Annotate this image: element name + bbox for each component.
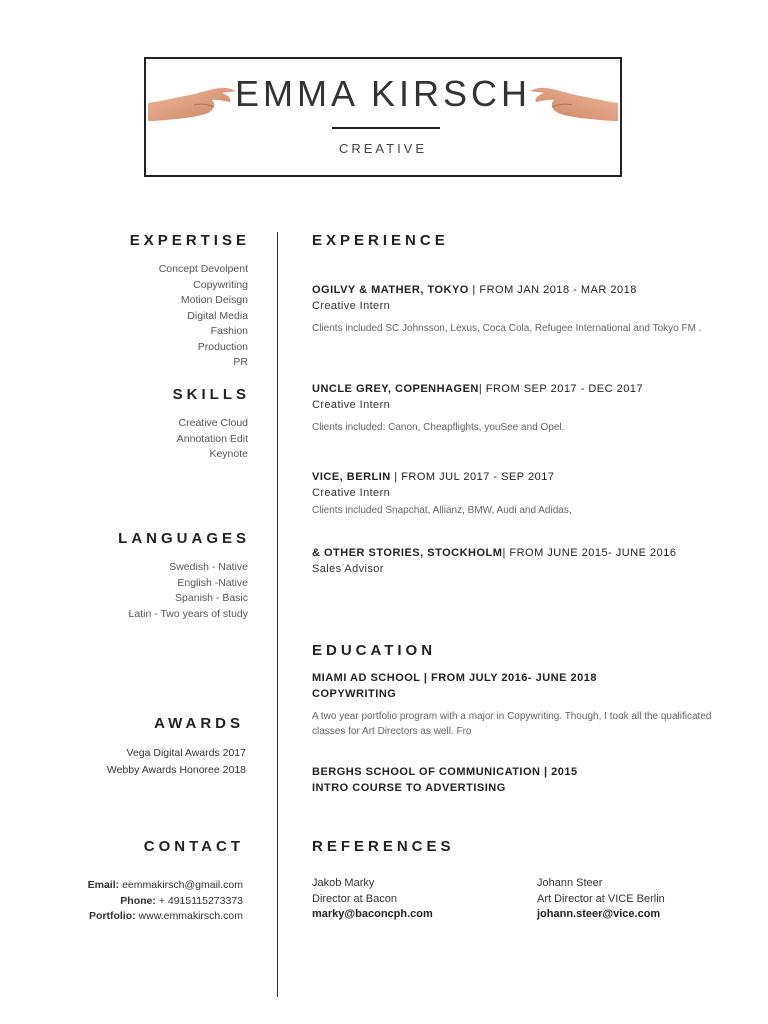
contact-phone-row: [88, 894, 243, 910]
list-item: Spanish - Basic: [175, 592, 248, 604]
reference-email[interactable]: johann.steer@vice.com: [537, 908, 661, 920]
list-item: English -Native: [177, 576, 248, 589]
email-label: Email:: [87, 879, 120, 891]
name-underline: [332, 127, 440, 129]
employment-period: | FROM JUNE 2015- JUNE 2016: [502, 547, 677, 559]
reference-card: [312, 876, 433, 923]
contact-details: [88, 878, 243, 925]
company-name: OGILVY & MATHER, TOKYO: [312, 284, 469, 296]
education-entry: [312, 670, 722, 739]
list-item: Concept Devolpent: [158, 263, 248, 275]
experience-heading: EXPERIENCE: [312, 232, 449, 249]
reference-card: [537, 876, 665, 923]
reference-position: Director at Bacon: [312, 892, 397, 905]
education-entry: [312, 764, 732, 796]
program-name: INTRO COURSE TO ADVERTISING: [312, 782, 506, 794]
candidate-name: EMMA KIRSCH: [234, 73, 532, 114]
list-item: Digital Media: [187, 309, 248, 322]
list-item: Vega Digital Awards 2017: [126, 747, 246, 759]
experience-entry: [312, 469, 732, 518]
contact-portfolio-row: [88, 909, 243, 925]
job-title: Creative Intern: [312, 300, 391, 312]
references-heading: REFERENCES: [312, 838, 455, 855]
experience-entry-header: [312, 545, 732, 561]
job-description: Clients included SC Johnsson, Lexus, Coca Cola, Refugee International and Tokyo FM .: [312, 323, 702, 334]
skills-heading: SKILLS: [172, 386, 250, 403]
contact-email-row: [88, 878, 243, 894]
list-item: Webby Awards Honoree 2018: [106, 764, 246, 776]
phone-value: + 4915115273373: [158, 894, 243, 907]
company-name: & OTHER STORIES, STOCKHOLM: [312, 547, 503, 559]
candidate-subtitle: CREATIVE: [338, 141, 428, 156]
school-name: MIAMI AD SCHOOL | FROM JULY 2016- JUNE 2018: [312, 672, 597, 684]
phone-label: Phone:: [120, 894, 156, 907]
company-name: VICE, BERLIN: [312, 471, 391, 483]
languages-list: [129, 560, 248, 622]
experience-entry-header: [312, 381, 732, 397]
experience-entry-header: [312, 469, 732, 485]
employment-period: | FROM JAN 2018 - MAR 2018: [468, 284, 637, 296]
experience-entry: [312, 381, 732, 435]
school-name: BERGHS SCHOOL OF COMMUNICATION | 2015: [312, 766, 578, 778]
portfolio-link[interactable]: www.emmakirsch.com: [138, 910, 243, 922]
header-box: [144, 57, 622, 177]
awards-list: [107, 745, 246, 779]
education-heading: EDUCATION: [312, 642, 437, 659]
job-title: Creative Intern: [312, 399, 391, 411]
experience-entry: [312, 282, 732, 336]
experience-entry: [312, 545, 732, 577]
program-name: COPYWRITING: [312, 688, 397, 700]
experience-entry-header: [312, 282, 732, 298]
expertise-heading: EXPERTISE: [129, 232, 250, 249]
list-item: Annotation Edit: [176, 432, 248, 445]
employment-period: | FROM SEP 2017 - DEC 2017: [478, 383, 644, 395]
list-item: Fashion: [210, 325, 248, 337]
list-item: PR: [233, 356, 248, 368]
list-item: Latin - Two years of study: [128, 607, 248, 620]
employment-period: | FROM JUL 2017 - SEP 2017: [390, 471, 555, 483]
list-item: Swedish - Native: [169, 561, 248, 573]
reference-name: Johann Steer: [537, 877, 603, 889]
job-title: Sales Advisor: [312, 563, 384, 575]
email-link[interactable]: eemmakirsch@gmail.com: [122, 879, 243, 891]
reference-position: Art Director at VICE Berlin: [537, 892, 665, 905]
skills-list: [177, 416, 248, 463]
awards-heading: AWARDS: [154, 715, 244, 732]
reference-name: Jakob Marky: [312, 877, 375, 889]
list-item: Keynote: [209, 448, 248, 460]
job-description: Clients included Snapchat, Allianz, BMW, Audi and Adidas,: [312, 505, 572, 516]
job-title: Creative Intern: [312, 487, 391, 499]
list-item: Copywriting: [193, 278, 248, 291]
list-item: Motion Deisgn: [180, 294, 248, 306]
program-description: A two year portfolio program with a major in Copywriting. Though, I took all the qualificated classes for Art Directors as well. Fro: [312, 711, 712, 737]
languages-heading: LANGUAGES: [118, 530, 250, 547]
list-item: Creative Cloud: [178, 417, 248, 429]
column-divider: [277, 232, 278, 997]
company-name: UNCLE GREY, COPENHAGEN: [312, 383, 479, 395]
contact-heading: CONTACT: [143, 838, 244, 855]
list-item: Production: [197, 340, 248, 353]
portfolio-label: Portfolio:: [88, 910, 136, 922]
job-description: Clients included: Canon, Cheapflights, youSee and Opel.: [312, 422, 565, 433]
expertise-list: [159, 262, 248, 371]
reference-email[interactable]: marky@baconcph.com: [312, 908, 433, 920]
